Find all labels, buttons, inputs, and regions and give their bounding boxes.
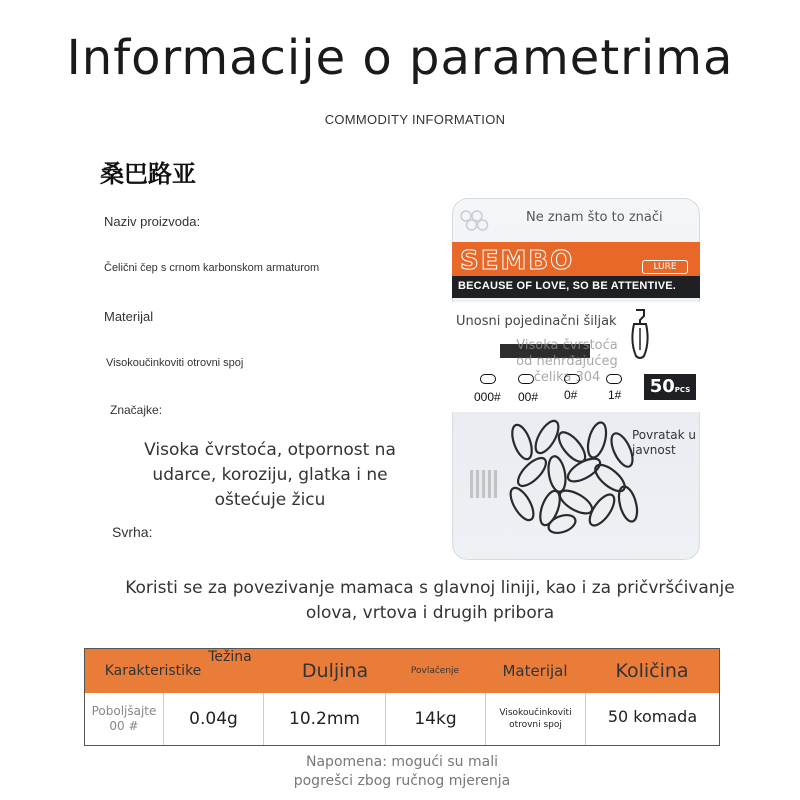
- spec-table: [84, 648, 720, 746]
- package-count-badge: [644, 374, 696, 400]
- page-title: Informacije o parametrima: [66, 30, 734, 86]
- snap-swivel-icon: [626, 306, 654, 362]
- package-slogan: BECAUSE OF LOVE, SO BE ATTENTIVE.: [458, 280, 677, 292]
- package-count-unit: PCS: [674, 386, 691, 394]
- header-cell-length: Duljina: [301, 660, 369, 682]
- size-label: 00#: [518, 390, 539, 404]
- footnote: [0, 753, 800, 791]
- header-cell-pull: Povlačenje: [410, 666, 460, 676]
- size-label: 000#: [474, 390, 501, 404]
- features-label: Značajke:: [110, 403, 163, 417]
- material-value: Visokoučinkoviti otrovni spoj: [106, 357, 244, 369]
- size-ring-icon: [606, 374, 622, 384]
- size-ring-icon: [480, 374, 496, 384]
- footnote-text: Napomena: mogući su mali pogrešci zbog ručnog mjerenja: [293, 754, 511, 789]
- material-label: Materijal: [104, 309, 154, 324]
- product-name-value: Čelični čep s crnom karbonskom armaturom: [104, 262, 320, 274]
- package-return-text: Povratak u javnost: [632, 428, 696, 457]
- cell-characteristics: Poboljšajte 00 #: [91, 704, 157, 733]
- brand-name: 桑巴路亚: [100, 160, 196, 188]
- package-count: 50: [649, 376, 675, 397]
- purpose-label: Svrha:: [112, 524, 153, 540]
- snap-pile-icon: [492, 412, 652, 542]
- features-value: Visoka čvrstoća, otpornost na udarce, koroziju, glatka i ne oštećuje žicu: [144, 440, 396, 510]
- package-subtitle: Unosni pojedinačni šiljak: [456, 314, 617, 329]
- cell-pull: 14kg: [385, 693, 485, 745]
- size-label: 1#: [608, 388, 622, 402]
- qr-code-icon: [470, 470, 498, 498]
- package-logo: SEMBO: [460, 246, 575, 276]
- package-note: Ne znam što to znači: [526, 210, 663, 225]
- cell-weight: 0.04g: [163, 693, 263, 745]
- size-ring-icon: [564, 374, 580, 384]
- cell-material: Visokoučinkoviti otrovni spoj: [485, 693, 585, 745]
- package-lure-badge: LURE: [642, 260, 688, 274]
- product-name-label: Naziv proizvoda:: [104, 214, 201, 229]
- size-ring-icon: [518, 374, 534, 384]
- purpose-value: Koristi se za povezivanje mamaca s glavnoj liniji, kao i za pričvršćivanje olova, vrtova i drugih pribora: [125, 578, 735, 623]
- hexagon-pattern-icon: [458, 208, 496, 238]
- header-cell-material: Materijal: [502, 662, 568, 680]
- product-package-image: [452, 198, 700, 560]
- page-subtitle: COMMODITY INFORMATION: [324, 112, 506, 127]
- package-overlay-text: Visoka čvrstoća od nehrđajućeg čelika 304: [516, 338, 618, 385]
- cell-quantity: 50 komada: [585, 693, 719, 745]
- header-cell-characteristics: Karakteristike: [104, 663, 202, 679]
- header-cell-weight: Težina: [208, 649, 252, 665]
- header-cell-quantity: Količina: [615, 660, 689, 682]
- cell-length: 10.2mm: [263, 693, 385, 745]
- size-label: 0#: [564, 388, 578, 402]
